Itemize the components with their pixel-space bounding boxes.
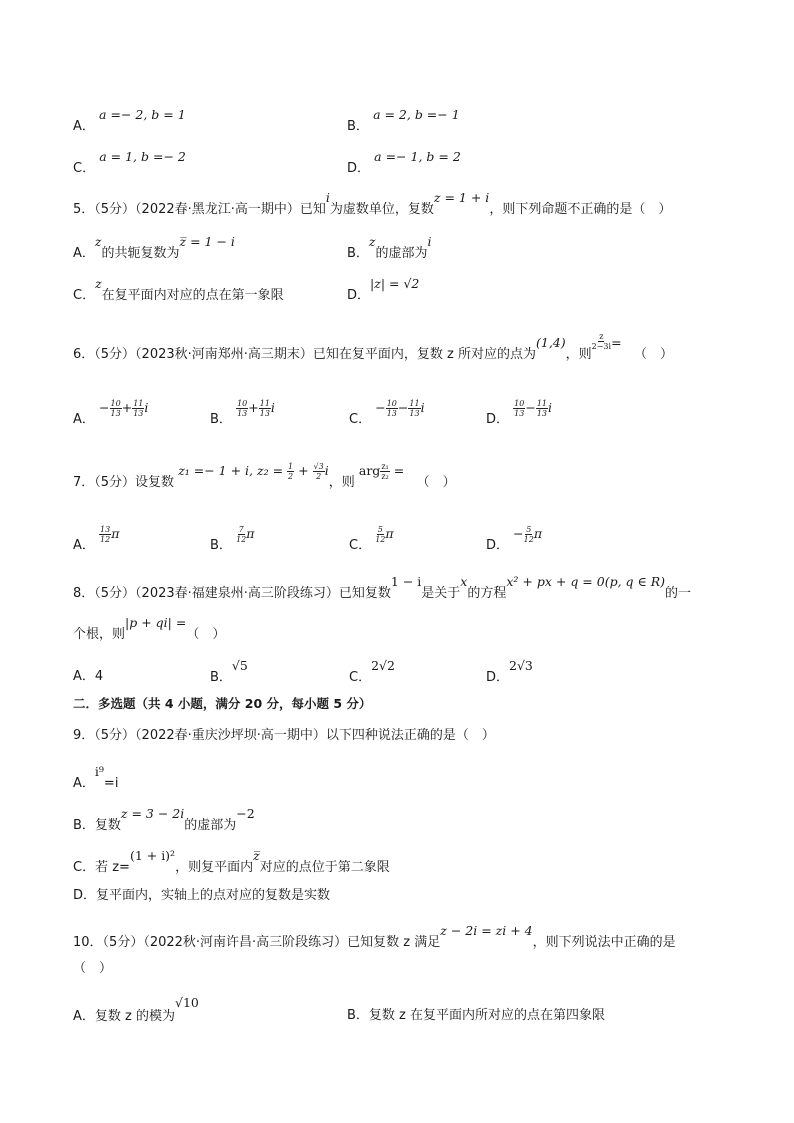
q10-stem: 10．（5分）（2022秋·河南许昌·高三阶段练习）已知复数 z 满足z − 2i = zi + 4，则下列说法中正确的是: [73, 923, 676, 950]
q7-option-a: A． $\frac{13}{12}$ π: [73, 525, 120, 553]
q8-option-d: D．2√3: [486, 658, 533, 685]
q4-option-a: [73, 107, 186, 135]
q9-option-d: D．复平面内，实轴上的点对应的复数是实数: [73, 888, 331, 903]
q6-stem: 6．（5分）（2023秋·河南郑州·高三期末）已知在复平面内，复数 z 所对应的点为(1,4)，则 $\frac{z}{2-3i}$ = （ ）: [73, 332, 673, 362]
q5-stem: 5．（5分）（2022春·黑龙江·高一期中）已知i为虚数单位，复数z = 1 + i，则下列命题不正确的是（ ）: [73, 190, 672, 217]
math-expr: $\frac{5}{12}$ π: [375, 525, 394, 544]
math-expr: $\frac{10}{13}$ + $\frac{11}{13}$ i: [237, 399, 275, 418]
q7-option-c: C． $\frac{5}{12}$ π: [349, 525, 394, 553]
option-label: D．: [347, 161, 371, 176]
math-expr: $\frac{13}{12}$ π: [100, 525, 120, 544]
math-expr: a =− 2, b = 1: [99, 107, 186, 122]
q8-stem-line2: 个根，则|p + qi| =（ ）: [73, 615, 226, 642]
q9-option-b: B．复数z = 3 − 2i的虚部为−2: [73, 806, 255, 833]
q8-option-a: A．4: [73, 669, 104, 684]
q4-option-b: [347, 107, 460, 135]
q5-option-d: D．|z| = √2: [347, 276, 420, 303]
math-expr: a = 1, b =− 2: [99, 149, 186, 164]
q7-option-b: B． $\frac{7}{12}$ π: [210, 525, 255, 553]
q6-option-b: B． $\frac{10}{13}$ + $\frac{11}{13}$ i: [210, 399, 275, 427]
q9-option-c: C．若 z=(1 + i)²，则复平面内z̅对应的点位于第二象限: [73, 848, 390, 875]
q9-stem: 9．（5分）（2022春·重庆沙坪坝·高一期中）以下四种说法正确的是（ ）: [73, 728, 495, 743]
q6-option-c: C． − $\frac{10}{13}$ − $\frac{11}{13}$ i: [349, 399, 425, 427]
q5-option-b: B．z的虚部为i: [347, 234, 432, 261]
q7-option-d: D． − $\frac{5}{12}$ π: [486, 525, 543, 553]
math-expr: − $\frac{5}{12}$ π: [513, 525, 543, 544]
math-expr: arg $\frac{\text{z₁}}{\text{z₂}}$ =: [358, 462, 405, 481]
q4-option-d: [347, 149, 461, 177]
fraction: $\frac{z}{2-3i}$: [591, 332, 612, 351]
q8-option-c: C．2√2: [349, 658, 395, 685]
section-heading: 二．多选题（共 4 小题，满分 20 分，每小题 5 分）: [73, 696, 372, 711]
math-expr: $\frac{10}{13}$ − $\frac{11}{13}$ i: [514, 399, 553, 418]
q10-stem-line2: （ ）: [73, 961, 113, 976]
math-expr: z₁ =− 1 + i, z₂ = $\frac{1}{2}$ + $\frac{√3}{2}$ i: [178, 462, 329, 481]
q6-option-d: D． $\frac{10}{13}$ − $\frac{11}{13}$ i: [486, 399, 553, 427]
option-label: A．: [73, 119, 95, 134]
option-label: B．: [347, 119, 369, 134]
q5-option-a: A．z的共轭复数为z̅ = 1 − i: [73, 234, 235, 261]
q7-stem: 7．（5分）设复数 z₁ =− 1 + i, z₂ = $\frac{1}{2}$ + $\frac{√3}{2}$ i，则 arg $\frac{\text{z₁}}{\text{z₂}}$ = （ ）: [73, 462, 456, 490]
q6-option-a: A． − $\frac{10}{13}$ + $\frac{11}{13}$ i: [73, 399, 149, 427]
q4-option-c: [73, 149, 186, 177]
q10-option-b: B．复数 z 在复平面内所对应的点在第四象限: [347, 1008, 606, 1023]
q9-option-a: A．i⁹=i: [73, 764, 119, 791]
math-expr: $\frac{7}{12}$ π: [236, 525, 255, 544]
math-expr: a = 2, b =− 1: [373, 107, 460, 122]
q10-option-a: A．复数 z 的模为√10: [73, 995, 199, 1024]
q8-stem: 8．（5分）（2023春·福建泉州·高三阶段练习）已知复数1 − i是关于x的方程x² + px + q = 0(p, q ∈ R)的一: [73, 574, 692, 601]
math-expr: − $\frac{10}{13}$ − $\frac{11}{13}$ i: [375, 399, 425, 418]
math-expr: a =− 1, b = 2: [374, 149, 461, 164]
math-expr: − $\frac{10}{13}$ + $\frac{11}{13}$ i: [99, 399, 149, 418]
option-label: C．: [73, 161, 96, 176]
q8-option-b: B．√5: [210, 658, 248, 685]
q5-option-c: C．z在复平面内对应的点在第一象限: [73, 276, 284, 303]
